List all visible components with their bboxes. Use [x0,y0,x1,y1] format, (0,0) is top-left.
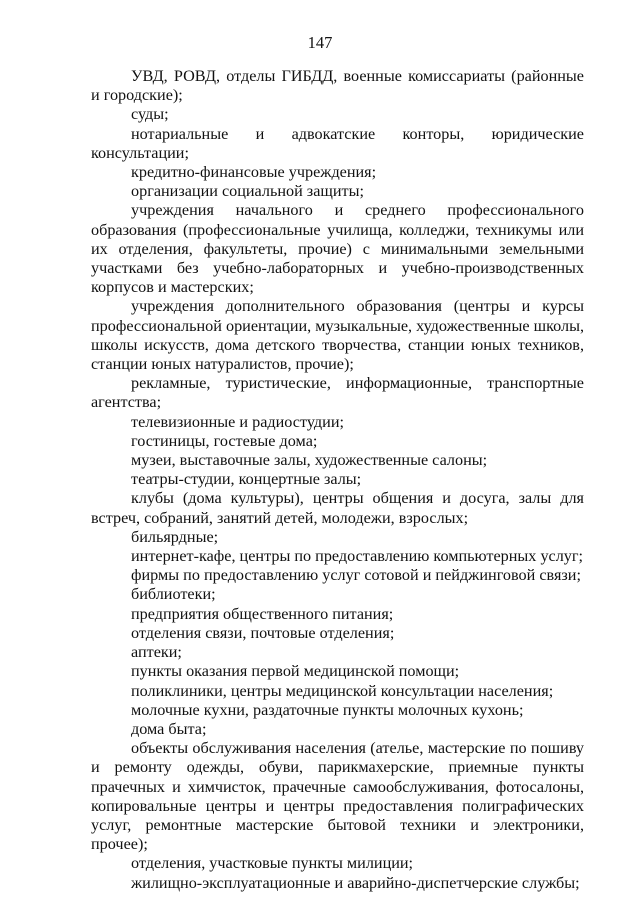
paragraph: организации социальной защиты; [131,182,364,201]
paragraph: УВД, РОВД, отделы ГИБДД, военные комиссариаты (районные и городские); [91,67,584,105]
paragraph: дома быта; [131,719,207,738]
paragraph: отделения связи, почтовые отделения; [131,623,395,642]
paragraph: молочные кухни, раздаточные пункты молочных кухонь; [131,700,524,719]
paragraph: театры-студии, концертные залы; [131,470,362,489]
paragraph: интернет-кафе, центры по предоставлению компьютерных услуг; [131,547,584,566]
paragraph: жилищно-эксплуатационные и аварийно-диспетчерские службы; [131,873,580,892]
paragraph: библиотеки; [131,585,216,604]
paragraph: нотариальные и адвокатские конторы, юридические консультации; [91,124,584,162]
paragraph: пункты оказания первой медицинской помощи; [131,662,460,681]
paragraph: гостиницы, гостевые дома; [131,431,318,450]
paragraph: предприятия общественного питания; [131,604,394,623]
paragraph: бильярдные; [131,527,219,546]
paragraph: отделения, участковые пункты милиции; [131,854,414,873]
paragraph: объекты обслуживания населения (ателье, мастерские по пошиву и ремонту одежды, обуви, парикмахерские, приемные пункты прачечных и химчисток, прачечные самообслуживания, фотосалоны, копировальные центры и центры предоставления полиграфических услуг, ремонтные мастерские бытовой техники и электроники, прочее); [91,739,584,854]
paragraph: фирмы по предоставлению услуг сотовой и пейджинговой связи; [131,566,581,585]
paragraph: клубы (дома культуры), центры общения и досуга, залы для встреч, собраний, занятий детей, молодежи, взрослых; [91,489,584,527]
paragraph: учреждения начального и среднего профессионального образования (профессиональные училища, колледжи, техникумы или их отделения, факультеты, прочие) с минимальными земельными участками без учебно-лабораторных и учебно-производственных корпусов и мастерских; [91,201,584,297]
paragraph: музеи, выставочные залы, художественные салоны; [131,451,488,470]
paragraph: аптеки; [131,643,182,662]
page-number: 147 [307,33,333,52]
paragraph: учреждения дополнительного образования (центры и курсы профессиональной ориентации, музыкальные, художественные школы, школы искусств, дома детского творчества, станции юных техников, станции юных натуралистов, прочие); [91,297,584,374]
paragraph: суды; [131,105,169,124]
paragraph: кредитно-финансовые учреждения; [131,163,377,182]
paragraph: рекламные, туристические, информационные, транспортные агентства; [91,374,584,412]
paragraph: телевизионные и радиостудии; [131,412,344,431]
document-body [91,67,584,893]
paragraph: поликлиники, центры медицинской консультации населения; [131,681,554,700]
